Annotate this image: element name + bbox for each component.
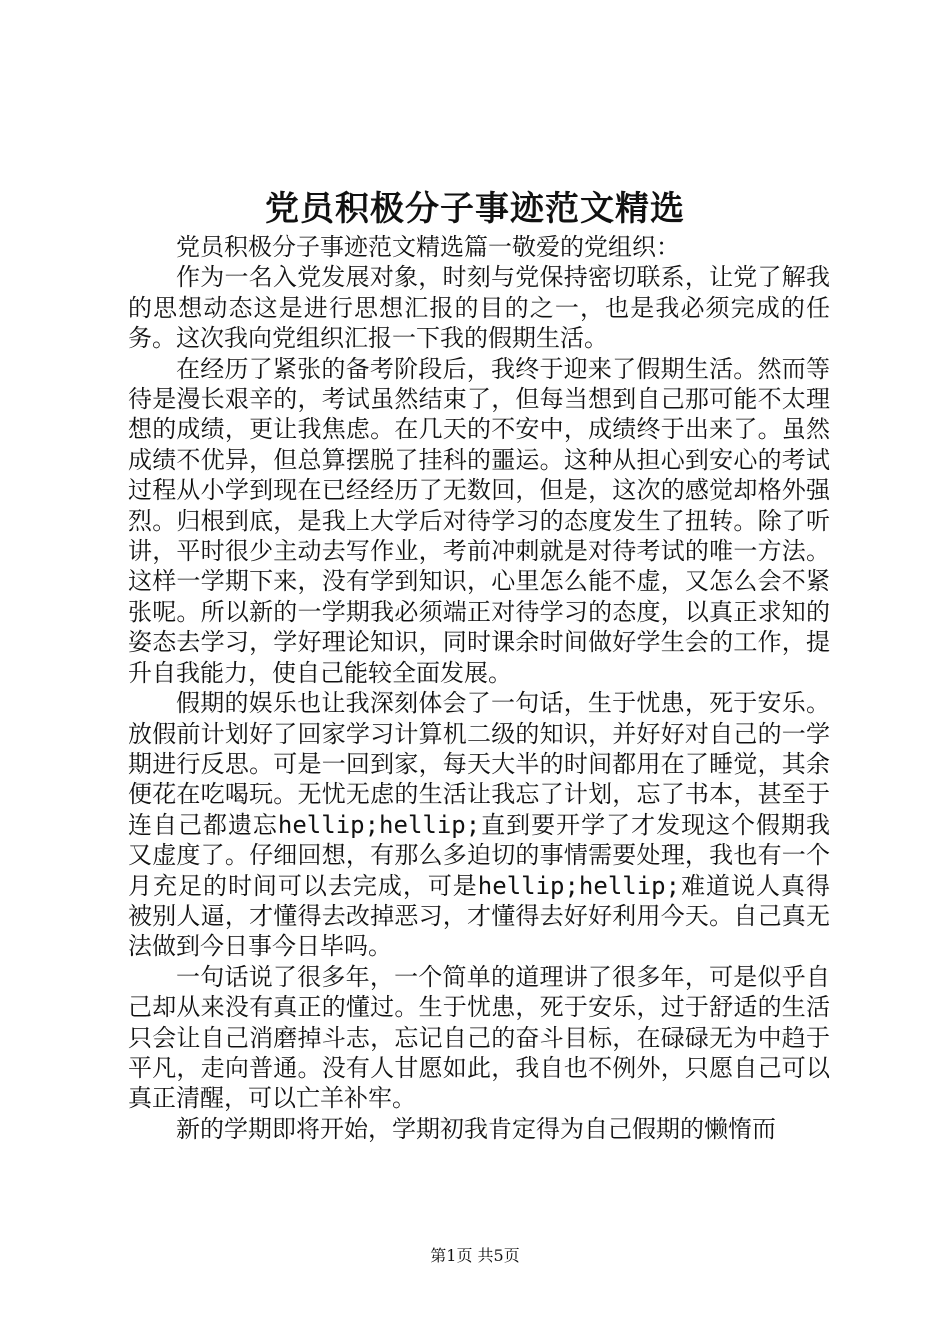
paragraph: 假期的娱乐也让我深刻体会了一句话，生于忧患，死于安乐。放假前计划好了回家学习计算机二级的知识，并好好对自己的一学期进行反思。可是一回到家，每天大半的时间都用在了睡觉，其余便花在吃喝玩。无忧无虑的生活让我忘了计划，忘了书本，甚至于连自己都遗忘hellip;hellip;直到要开学了才发现这个假期我又虚度了。仔细回想，有那么多迫切的事情需要处理，我也有一个月充足的时间可以去完成，可是hellip;hellip;难道说人真得被别人逼，才懂得去改掉恶习，才懂得去好好利用今天。自己真无法做到今日事今日毕吗。: [128, 689, 830, 961]
paragraph-salutation: 党员积极分子事迹范文精选篇一敬爱的党组织：: [176, 233, 680, 261]
page-number-footer: 第1页 共5页: [430, 1246, 520, 1265]
paragraph: 一句话说了很多年，一个简单的道理讲了很多年，可是似乎自己却从来没有真正的懂过。生于忧患，死于安乐，过于舒适的生活只会让自己消磨掉斗志，忘记自己的奋斗目标，在碌碌无为中趋于平凡，走向普通。没有人甘愿如此，我自也不例外，只愿自己可以真正清醒，可以亡羊补牢。: [128, 962, 830, 1113]
document-body: [128, 232, 830, 1144]
paragraph: 在经历了紧张的备考阶段后，我终于迎来了假期生活。然而等待是漫长艰辛的，考试虽然结束了，但每当想到自己那可能不太理想的成绩，更让我焦虑。在几天的不安中，成绩终于出来了。虽然成绩不优异，但总算摆脱了挂科的噩运。这种从担心到安心的考试过程从小学到现在已经经历了无数回，但是，这次的感觉却格外强烈。归根到底，是我上大学后对待学习的态度发生了扭转。除了听讲，平时很少主动去写作业，考前冲刺就是对待考试的唯一方法。这样一学期下来，没有学到知识，心里怎么能不虚，又怎么会不紧张呢。所以新的一学期我必须端正对待学习的态度，以真正求知的姿态去学习，学好理论知识，同时课余时间做好学生会的工作，提升自我能力，使自己能较全面发展。: [128, 354, 830, 687]
document-title: 党员积极分子事迹范文精选: [265, 189, 685, 229]
paragraph: 新的学期即将开始，学期初我肯定得为自己假期的懒惰而: [176, 1114, 776, 1143]
paragraph: 作为一名入党发展对象，时刻与党保持密切联系，让党了解我的思想动态这是进行思想汇报的目的之一，也是我必须完成的任务。这次我向党组织汇报一下我的假期生活。: [128, 263, 830, 353]
